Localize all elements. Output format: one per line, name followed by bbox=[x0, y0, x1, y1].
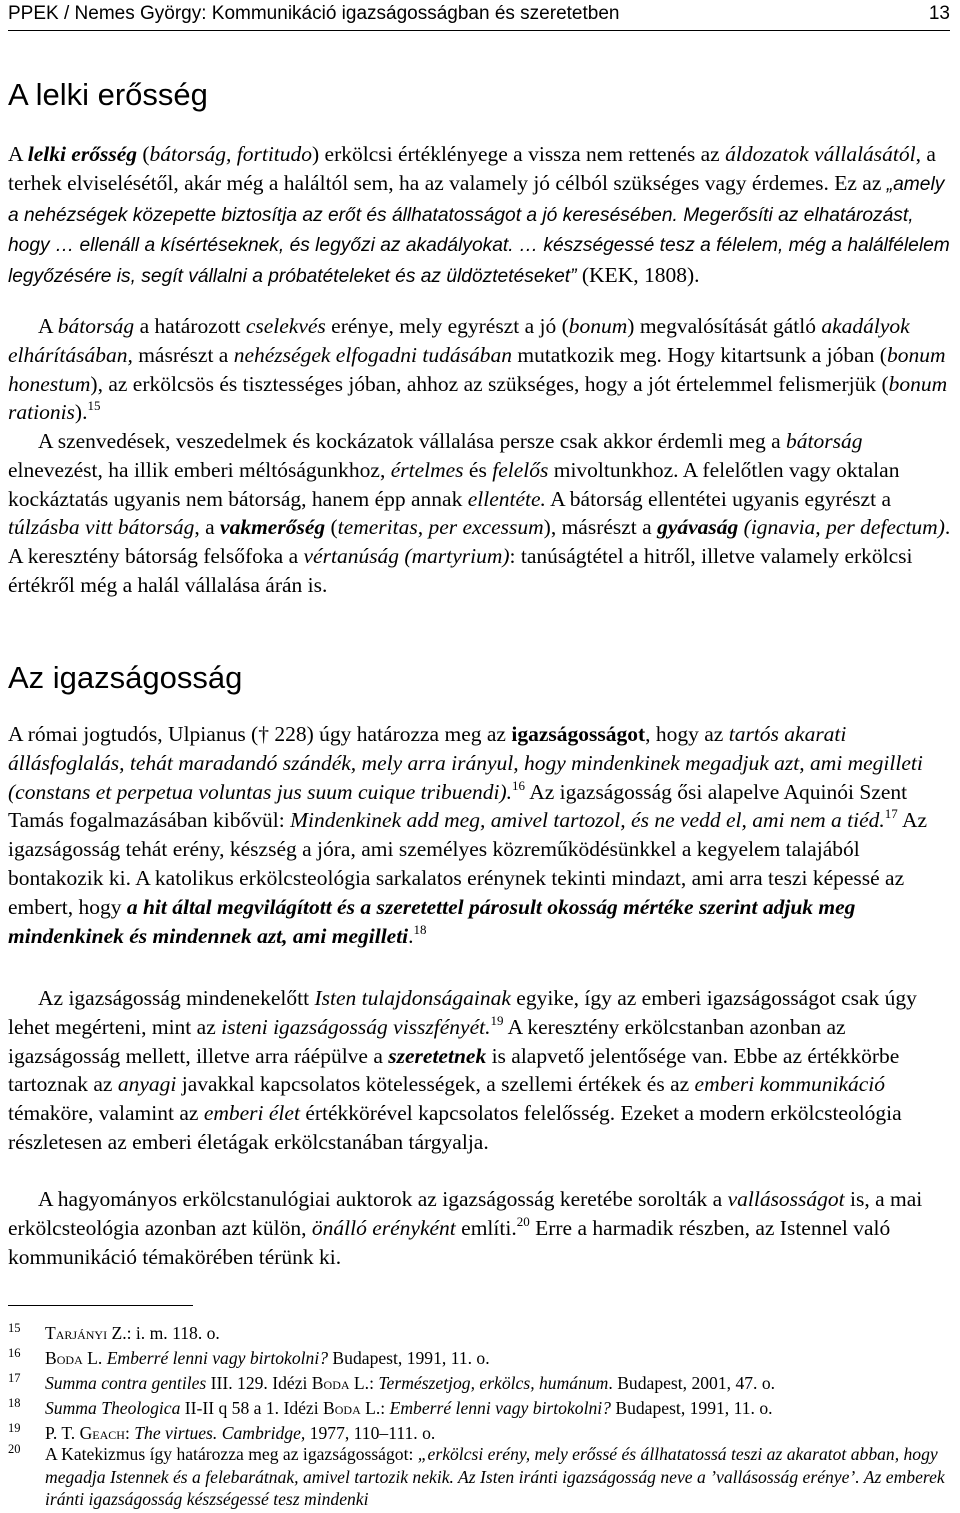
footnote-number: 20 bbox=[8, 1442, 21, 1456]
paragraph-suffering-risk: A szenvedések, veszedelmek és kockázatok vállalása persze csak akkor érdemli meg a bátorság elnevezést, ha illik emberi méltóságunkhoz, értelmes és felelős mivoltunkhoz. A felelőtlen vagy oktalan kockáztatás ugyanis nem bátorság, hanem épp annak ellentéte. A bátorság ellentétei ugyanis egyrészt a túlzásba vitt bátorság, a vakmerőség (temeritas, per excessum), másrészt a gyávaság (ignavia, per defectum). A keresztény bátorság felsőfoka a vértanúság (martyrium): tanúságtétel a hitről, illetve valamely erkölcsi értékről még a halál vállalása árán is. bbox=[8, 429, 951, 597]
footnote-number: 16 bbox=[8, 1346, 21, 1360]
footnote-18: 18 Summa Theologica II-II q 58 a 1. Idézi Boda L.: Emberré lenni vagy birtokolni? Budapest, 1991, 11. o. bbox=[8, 1397, 952, 1420]
paragraph-fortitude-definition: A lelki erősség (bátorság, fortitudo) erkölcsi értéklényege a vissza nem rettenés az áldozatok vállalásától, a terhek elviselésétől, akár még a haláltól sem, ha az valamely jó célból szükséges vagy érdemes. Ez az „amely a nehézségek közepette biztosítja az erőt és állhatatosságot a jó keresésében. Megerősíti az elhatározást, hogy … ellenáll a kísértéseknek, és legyőzi az akadályokat. … készségessé tesz a félelem, még a halálfélelem legyőzésére is, segít vállalni a próbatételeket és az üldöztetéseket” (KEK, 1808). bbox=[8, 142, 950, 288]
footnote-ref: 15 bbox=[87, 398, 101, 414]
footnote-number: 15 bbox=[8, 1321, 21, 1335]
paragraph-ulpianus-definition: A római jogtudós, Ulpianus († 228) úgy határozza meg az igazságosságot, hogy az tartós akarati állásfoglalás, tehát maradandó szándék, mely arra irányul, hogy mindenkinek megadjuk azt, ami megilleti (constans et perpetua voluntas jus suum cuique tribuendi).$^{16}$ Az igazságosság ősi alapelve Aquinói Szent Tamás fogalmazásában kibővül: Mindenkinek add meg, amivel tartozol, és ne vedd el, ami nem a tiéd.$^{17}$ Az igazságosság tehát erény, készség a jóra, ami személyes közreműködésünkkel a kegyelem talajából bontakozik ki. A katolikus erkölcsteológia sarkalatos erénynek tekinti mindazt, ami arra teszi képessé az embert, hogy a hit által megvilágított és a szeretettel párosult okosság mértéke szerint adjuk meg mindenkinek és mindennek azt, ami megilleti.$^{18}$ bbox=[8, 722, 928, 948]
page-number: 13 bbox=[928, 3, 950, 24]
paragraph-divine-justice: Az igazságosság mindenekelőtt Isten tulajdonságainak egyike, így az emberi igazságosságot csak úgy lehet megérteni, mint az isteni igazságosság visszfényét.$^{19}$ A keresztény erkölcstanban azonban az igazságosság mellett, illetve arra ráépülve a szeretetnek is alapvető jelentősége van. Ebbe az értékkörbe tartoznak az anyagi javakkal kapcsolatos kötelességek, a szellemi értékek és az emberi kommunikáció témaköre, valamint az emberi élet értékkörével kapcsolatos felelősség. Ezeket a modern erkölcsteológia részletesen az emberi életágak erkölcstanában tárgyalja. bbox=[8, 986, 917, 1154]
footnote-16: 16 Boda L. Emberré lenni vagy birtokolni? Budapest, 1991, 11. o. bbox=[8, 1347, 952, 1370]
footnote-20: 20 A Katekizmus így határozza meg az igazságosságot: „erkölcsi erény, mely erőssé és állhatatossá teszi az akaratot abban, hogy megadja Istennek és a felebarátnak, amivel tartozik nekik. Az Isten iránti igazságosság neve a ’vallásosság erénye’. Az emberek iránti igazságosság készségessé tesz mindenki bbox=[8, 1443, 952, 1511]
running-header bbox=[8, 2, 950, 31]
paragraph-religiosity: A hagyományos erkölcstanulógiai auktorok az igazságosság keretébe sorolták a vallásosságot is, a mai erkölcsteológia azonban azt külön, önálló erényként említi.$^{20}$ Erre a harmadik részben, az Istennel való kommunikáció témakörében térünk ki. bbox=[8, 1187, 923, 1269]
footnote-19: 19 P. T. Geach: The virtues. Cambridge, 1977, 110–111. o. bbox=[8, 1422, 952, 1445]
footnote-ref: 17 bbox=[884, 806, 898, 822]
footnote-number: 19 bbox=[8, 1421, 21, 1435]
footnote-15: 15 Tarjányi Z.: i. m. 118. o. bbox=[8, 1322, 952, 1345]
footnote-separator bbox=[8, 1305, 193, 1306]
footnote-number: 18 bbox=[8, 1396, 21, 1410]
footnote-ref: 18 bbox=[413, 921, 427, 937]
section-heading-justice: Az igazságosság bbox=[8, 660, 243, 695]
footnote-number: 17 bbox=[8, 1371, 21, 1385]
section-heading-fortitude: A lelki erősség bbox=[8, 77, 208, 112]
footnote-17: 17 Summa contra gentiles III. 129. Idézi Boda L.: Természetjog, erkölcs, humánum. Budapest, 2001, 47. o. bbox=[8, 1372, 952, 1395]
paragraph-courage-action: A bátorság a határozott cselekvés erénye, mely egyrészt a jó (bonum) megvalósítását gátló akadályok elhárításában, másrészt a nehézségek elfogadni tudásában mutatkozik meg. Hogy kitartsunk a jóban (bonum honestum), az erkölcsös és tisztességes jóban, ahhoz az szükséges, hogy a jót értelemmel felismerjük (bonum rationis).$^{15}$ bbox=[8, 314, 948, 425]
header-title: PPEK / Nemes György: Kommunikáció igazságosságban és szeretetben bbox=[8, 3, 620, 24]
footnote-ref: 19 bbox=[490, 1012, 504, 1028]
footnote-ref: 20 bbox=[516, 1213, 530, 1229]
footnote-ref: 16 bbox=[512, 777, 525, 793]
